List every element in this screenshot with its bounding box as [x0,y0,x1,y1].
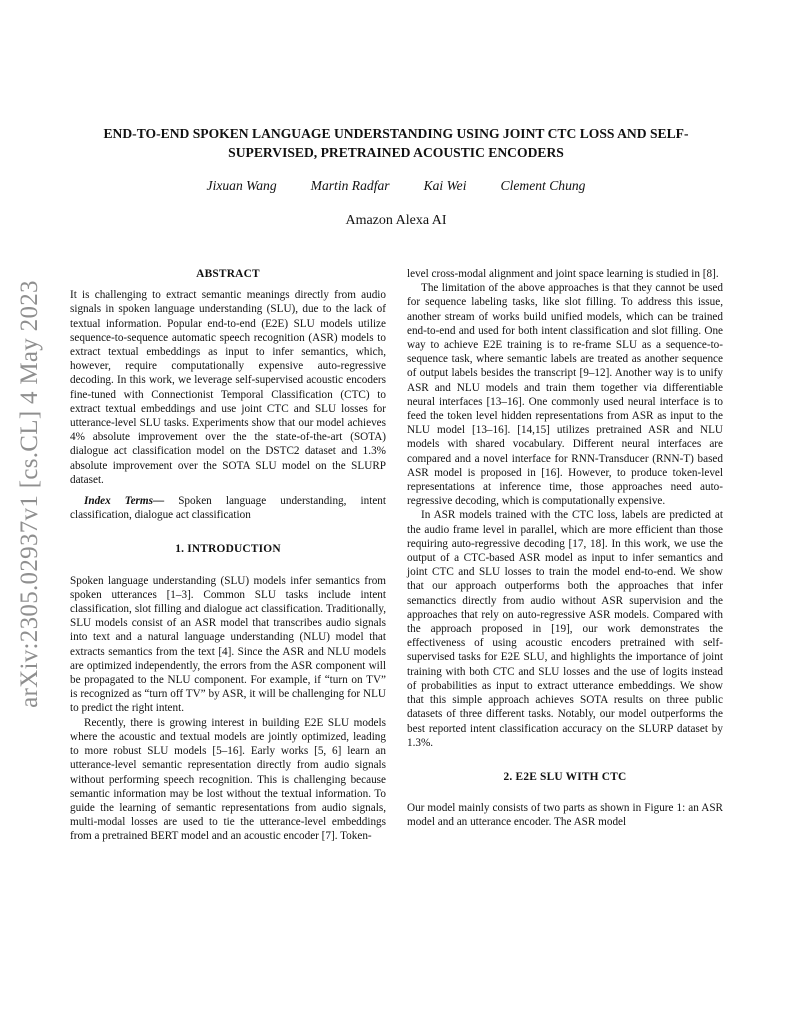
left-column [70,267,386,844]
author-name: Jixuan Wang [206,178,277,193]
right-paragraph-1: level cross-modal alignment and joint space learning is studied in [8]. [407,268,719,280]
author-name: Martin Radfar [310,178,390,193]
right-column [407,267,723,830]
paper-title: END-TO-END SPOKEN LANGUAGE UNDERSTANDING USING JOINT CTC LOSS AND SELF-SUPERVISED, PRETRAINED ACOUSTIC ENCODERS [103,126,689,160]
abstract-text: It is challenging to extract semantic meanings directly from audio signals in spoken language understanding (SLU), due to the lack of textual information. Popular end-to-end (E2E) SLU models utilize sequence-to-sequence automatic speech recognition (ASR) models to extract textual embeddings as input to infer semantics, which, however, require computationally expensive auto-regressive decoding. In this work, we leverage self-supervised acoustic encoders fine-tuned with Connectionist Temporal Classification (CTC) to extract textual embeddings and use joint CTC and SLU losses for utterance-level SLU tasks. Experiments show that our model achieves 4% absolute improvement over the the state-of-the-art (SOTA) dialogue act classification model on the DSTC2 dataset and 1.3% absolute improvement over the SOTA SLU model on the SLURP dataset. [70,289,386,486]
abstract-heading: ABSTRACT [196,268,260,280]
section-2-heading: 2. E2E SLU WITH CTC [503,770,627,783]
index-terms-text: Spoken language understanding, intent classification, dialogue act classification [70,495,386,522]
index-terms-label: Index Terms— [84,495,165,508]
right-paragraph-3: In ASR models trained with the CTC loss, labels are predicted at the audio frame level in parallel, which are more efficient than those requiring auto-regressive decoding [17, 18]. In this work, we use the output of a CTC-based ASR model as input to infer semantics and joint CTC and SLU losses to train the model end-to-end. We show that our approach outperforms both the approaches that infer semanctics directly from audio without ASR supervision and the approaches that rely on auto-regressive ASR models. Compared with the approach proposed in [19], our work demonstrates the effectiveness of using acoustic encoders pretrained with self-supervised tasks for E2E SLU, and highlights the importance of joint training with both CTC and SLU losses and the use of logits instead of probabilities as input to extract utterance embeddings. We show that this simple approach achieves SOTA results on three public datasets of three different tasks. Notably, our model outperforms the best reported intent classification accuracy on the SLURP dataset by 1.3%. [407,509,723,749]
author-affiliation: Amazon Alexa AI [345,213,447,228]
section-2-text: Our model mainly consists of two parts as shown in Figure 1: an ASR model and an utterance encoder. The ASR model [407,802,723,829]
introduction-heading: 1. INTRODUCTION [175,543,281,556]
author-name: Kai Wei [423,178,467,193]
index-terms [70,494,386,522]
right-paragraph-2: The limitation of the above approaches is that they cannot be used for sequence labeling tasks, like slot filling. To address this issue, another stream of works build unified models, which can be trained end-to-end and used for both intent classification and slot filling. One way to achieve E2E training is to re-frame SLU as a sequence-to-sequence task, where semantic labels are treated as another sequence of output labels besides the transcript [9–12]. Another way is to unify ASR and NLU models and train them together via differentiable neural interfaces [13–16]. One commonly used neural interface is to feed the token level hidden representations from ASR as input to the NLU model [13–16]. [14,15] utilizes pretrained ASR and NLU models with shared vocabulary. Different neural interfaces are compared and a novel interface for RNN-Transducer (RNN-T) based ASR model is proposed in [16]. However, to produce token-level representations at inference time, those approaches need auto-regressive decoding, which is computationally expensive. [407,282,723,508]
arxiv-id-text: arXiv:2305.02937v1 [cs.CL] 4 May 2023 [16,280,43,708]
arxiv-identifier-stamp [8,268,52,720]
intro-paragraph-2: Recently, there is growing interest in building E2E SLU models where the acoustic and textual models are jointly optimized, leading to more robust SLU models [5–16]. Early works [5, 6] learn an utterance-level semantic representation directly from audio signals without performing speech recognition. This is challenging because semantic information may be lost without the textual information. To guide the learning of semantic representations from audio signals, multi-modal losses are used to tie the utterance-level embeddings from a pretrained BERT model and an acoustic encoder [7]. Token- [70,716,386,843]
author-name: Clement Chung [500,178,586,193]
author-list [70,178,722,194]
intro-paragraph-1: Spoken language understanding (SLU) models infer semantics from spoken utterances [1–3]. Common SLU tasks include intent classification, slot filling and dialogue act classification. Traditionally, SLU models consist of an ASR model that transcribes audio signals into text and a natural language understanding (NLU) model that extracts semantics from the text [4]. Since the ASR and NLU models are optimized independently, the errors from the ASR component will be propagated to the NLU component. For example, if “turn on TV” is recognized as “turn off TV” by ASR, it will be challenging for NLU to predict the right intent. [70,574,386,715]
